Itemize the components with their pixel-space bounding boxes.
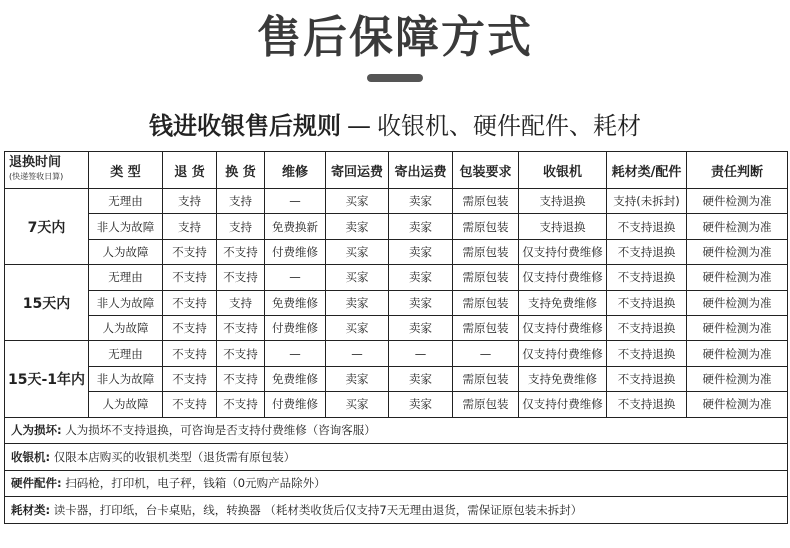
table-row — [5, 315, 788, 340]
table-row — [5, 341, 788, 366]
subtitle-rest: 收银机、硬件配件、耗材 — [377, 112, 641, 140]
note-row — [5, 444, 788, 471]
table-header-row — [5, 152, 788, 189]
cell-type: 非人为故障 — [89, 290, 163, 315]
cell-repair: 免费换新 — [265, 214, 326, 239]
subtitle-dash: — — [347, 112, 371, 140]
cell-exchange: 支持 — [217, 189, 265, 214]
cell-consumables: 不支持退换 — [607, 239, 687, 264]
cell-type: 人为故障 — [89, 315, 163, 340]
note-text: 读卡器，打印纸，台卡桌贴，线，转换器 （耗材类收货后仅支持7天无理由退货，需保证原包装未拆封） — [53, 502, 583, 517]
cell-liability: 硬件检测为准 — [687, 366, 788, 391]
cell-type: 无理由 — [89, 265, 163, 290]
table-row — [5, 290, 788, 315]
title-block — [0, 8, 790, 82]
header-packaging: 包装要求 — [453, 152, 519, 189]
cell-consumables: 支持(未拆封) — [607, 189, 687, 214]
cell-send-out-fee: 卖家 — [389, 392, 453, 417]
cell-consumables: 不支持退换 — [607, 214, 687, 239]
cell-return: 支持 — [163, 214, 217, 239]
table-row — [5, 189, 788, 214]
cell-send-back-fee: 买家 — [326, 392, 389, 417]
header-period-note: (快递签收日算) — [9, 172, 64, 181]
table-body — [5, 189, 788, 524]
note-text: 扫码枪，打印机，电子秤，钱箱（0元购产品除外） — [65, 476, 326, 491]
cell-exchange: 支持 — [217, 214, 265, 239]
cell-send-out-fee: 卖家 — [389, 366, 453, 391]
cell-repair: 付费维修 — [265, 239, 326, 264]
cell-return: 不支持 — [163, 392, 217, 417]
cell-consumables: 不支持退换 — [607, 315, 687, 340]
header-return: 退 货 — [163, 152, 217, 189]
cell-pos: 仅支持付费维修 — [519, 392, 607, 417]
subtitle-strong: 钱进收银售后规则 — [149, 112, 341, 140]
cell-liability: 硬件检测为准 — [687, 290, 788, 315]
table-row — [5, 214, 788, 239]
cell-packaging: 需原包装 — [453, 239, 519, 264]
cell-repair: 免费维修 — [265, 366, 326, 391]
cell-consumables: 不支持退换 — [607, 392, 687, 417]
table-row — [5, 392, 788, 417]
cell-send-out-fee: 卖家 — [389, 214, 453, 239]
header-consumables: 耗材类/配件 — [607, 152, 687, 189]
cell-packaging: 需原包装 — [453, 366, 519, 391]
note-cell — [5, 444, 788, 471]
cell-packaging: — — [453, 341, 519, 366]
header-type: 类 型 — [89, 152, 163, 189]
cell-packaging: 需原包装 — [453, 265, 519, 290]
cell-return: 不支持 — [163, 315, 217, 340]
header-send-out-fee: 寄出运费 — [389, 152, 453, 189]
table-row — [5, 366, 788, 391]
cell-send-out-fee: 卖家 — [389, 265, 453, 290]
cell-pos: 支持退换 — [519, 189, 607, 214]
cell-pos: 支持免费维修 — [519, 366, 607, 391]
cell-send-out-fee: — — [389, 341, 453, 366]
note-label: 收银机: — [11, 449, 51, 464]
note-row — [5, 470, 788, 497]
note-row — [5, 417, 788, 444]
cell-packaging: 需原包装 — [453, 392, 519, 417]
cell-type: 无理由 — [89, 341, 163, 366]
cell-liability: 硬件检测为准 — [687, 341, 788, 366]
cell-return: 不支持 — [163, 239, 217, 264]
period-group-label: 7天内 — [5, 189, 89, 265]
note-row — [5, 497, 788, 524]
header-pos: 收银机 — [519, 152, 607, 189]
cell-consumables: 不支持退换 — [607, 290, 687, 315]
cell-pos: 仅支持付费维修 — [519, 341, 607, 366]
table-row — [5, 265, 788, 290]
cell-send-back-fee: 买家 — [326, 265, 389, 290]
header-send-back-fee: 寄回运费 — [326, 152, 389, 189]
header-period — [5, 152, 89, 189]
cell-send-back-fee: 买家 — [326, 239, 389, 264]
cell-packaging: 需原包装 — [453, 189, 519, 214]
cell-liability: 硬件检测为准 — [687, 392, 788, 417]
cell-liability: 硬件检测为准 — [687, 189, 788, 214]
cell-return: 不支持 — [163, 290, 217, 315]
cell-consumables: 不支持退换 — [607, 366, 687, 391]
cell-pos: 支持免费维修 — [519, 290, 607, 315]
cell-send-back-fee: 卖家 — [326, 214, 389, 239]
cell-return: 不支持 — [163, 341, 217, 366]
cell-liability: 硬件检测为准 — [687, 265, 788, 290]
cell-exchange: 不支持 — [217, 265, 265, 290]
note-cell — [5, 417, 788, 444]
cell-send-out-fee: 卖家 — [389, 315, 453, 340]
table-row — [5, 239, 788, 264]
note-cell — [5, 470, 788, 497]
cell-pos: 仅支持付费维修 — [519, 239, 607, 264]
cell-liability: 硬件检测为准 — [687, 315, 788, 340]
cell-packaging: 需原包装 — [453, 214, 519, 239]
cell-packaging: 需原包装 — [453, 290, 519, 315]
header-repair: 维修 — [265, 152, 326, 189]
header-period-label: 退换时间 — [9, 155, 62, 170]
page-title: 售后保障方式 — [257, 12, 533, 63]
cell-repair: — — [265, 189, 326, 214]
title-underline-bar — [367, 74, 423, 82]
cell-return: 支持 — [163, 189, 217, 214]
cell-exchange: 不支持 — [217, 366, 265, 391]
cell-type: 无理由 — [89, 189, 163, 214]
note-text: 仅限本店购买的收银机类型（退货需有原包装） — [53, 449, 296, 464]
cell-exchange: 支持 — [217, 290, 265, 315]
cell-type: 人为故障 — [89, 392, 163, 417]
cell-consumables: 不支持退换 — [607, 265, 687, 290]
cell-pos: 仅支持付费维修 — [519, 265, 607, 290]
cell-send-back-fee: 买家 — [326, 189, 389, 214]
note-label: 人为损坏: — [11, 423, 62, 438]
cell-type: 非人为故障 — [89, 366, 163, 391]
cell-exchange: 不支持 — [217, 341, 265, 366]
cell-exchange: 不支持 — [217, 239, 265, 264]
period-group-label: 15天-1年内 — [5, 341, 89, 417]
cell-return: 不支持 — [163, 366, 217, 391]
cell-liability: 硬件检测为准 — [687, 239, 788, 264]
cell-return: 不支持 — [163, 265, 217, 290]
cell-repair: — — [265, 265, 326, 290]
cell-liability: 硬件检测为准 — [687, 214, 788, 239]
cell-send-back-fee: 买家 — [326, 315, 389, 340]
after-sales-rules-table — [4, 151, 788, 524]
cell-exchange: 不支持 — [217, 392, 265, 417]
cell-send-out-fee: 卖家 — [389, 290, 453, 315]
note-label: 硬件配件: — [11, 476, 62, 491]
period-group-label: 15天内 — [5, 265, 89, 341]
header-liability: 责任判断 — [687, 152, 788, 189]
page-subtitle — [0, 108, 790, 144]
cell-send-out-fee: 卖家 — [389, 239, 453, 264]
header-exchange: 换 货 — [217, 152, 265, 189]
cell-send-back-fee: — — [326, 341, 389, 366]
cell-exchange: 不支持 — [217, 315, 265, 340]
cell-repair: — — [265, 341, 326, 366]
cell-type: 非人为故障 — [89, 214, 163, 239]
cell-packaging: 需原包装 — [453, 315, 519, 340]
note-label: 耗材类: — [11, 502, 51, 517]
cell-pos: 仅支持付费维修 — [519, 315, 607, 340]
cell-repair: 免费维修 — [265, 290, 326, 315]
note-text: 人为损坏不支持退换，可咨询是否支持付费维修（咨询客服） — [65, 423, 376, 438]
cell-send-out-fee: 卖家 — [389, 189, 453, 214]
note-cell — [5, 497, 788, 524]
cell-send-back-fee: 卖家 — [326, 366, 389, 391]
cell-repair: 付费维修 — [265, 392, 326, 417]
cell-send-back-fee: 卖家 — [326, 290, 389, 315]
cell-repair: 付费维修 — [265, 315, 326, 340]
cell-type: 人为故障 — [89, 239, 163, 264]
cell-pos: 支持退换 — [519, 214, 607, 239]
cell-consumables: 不支持退换 — [607, 341, 687, 366]
